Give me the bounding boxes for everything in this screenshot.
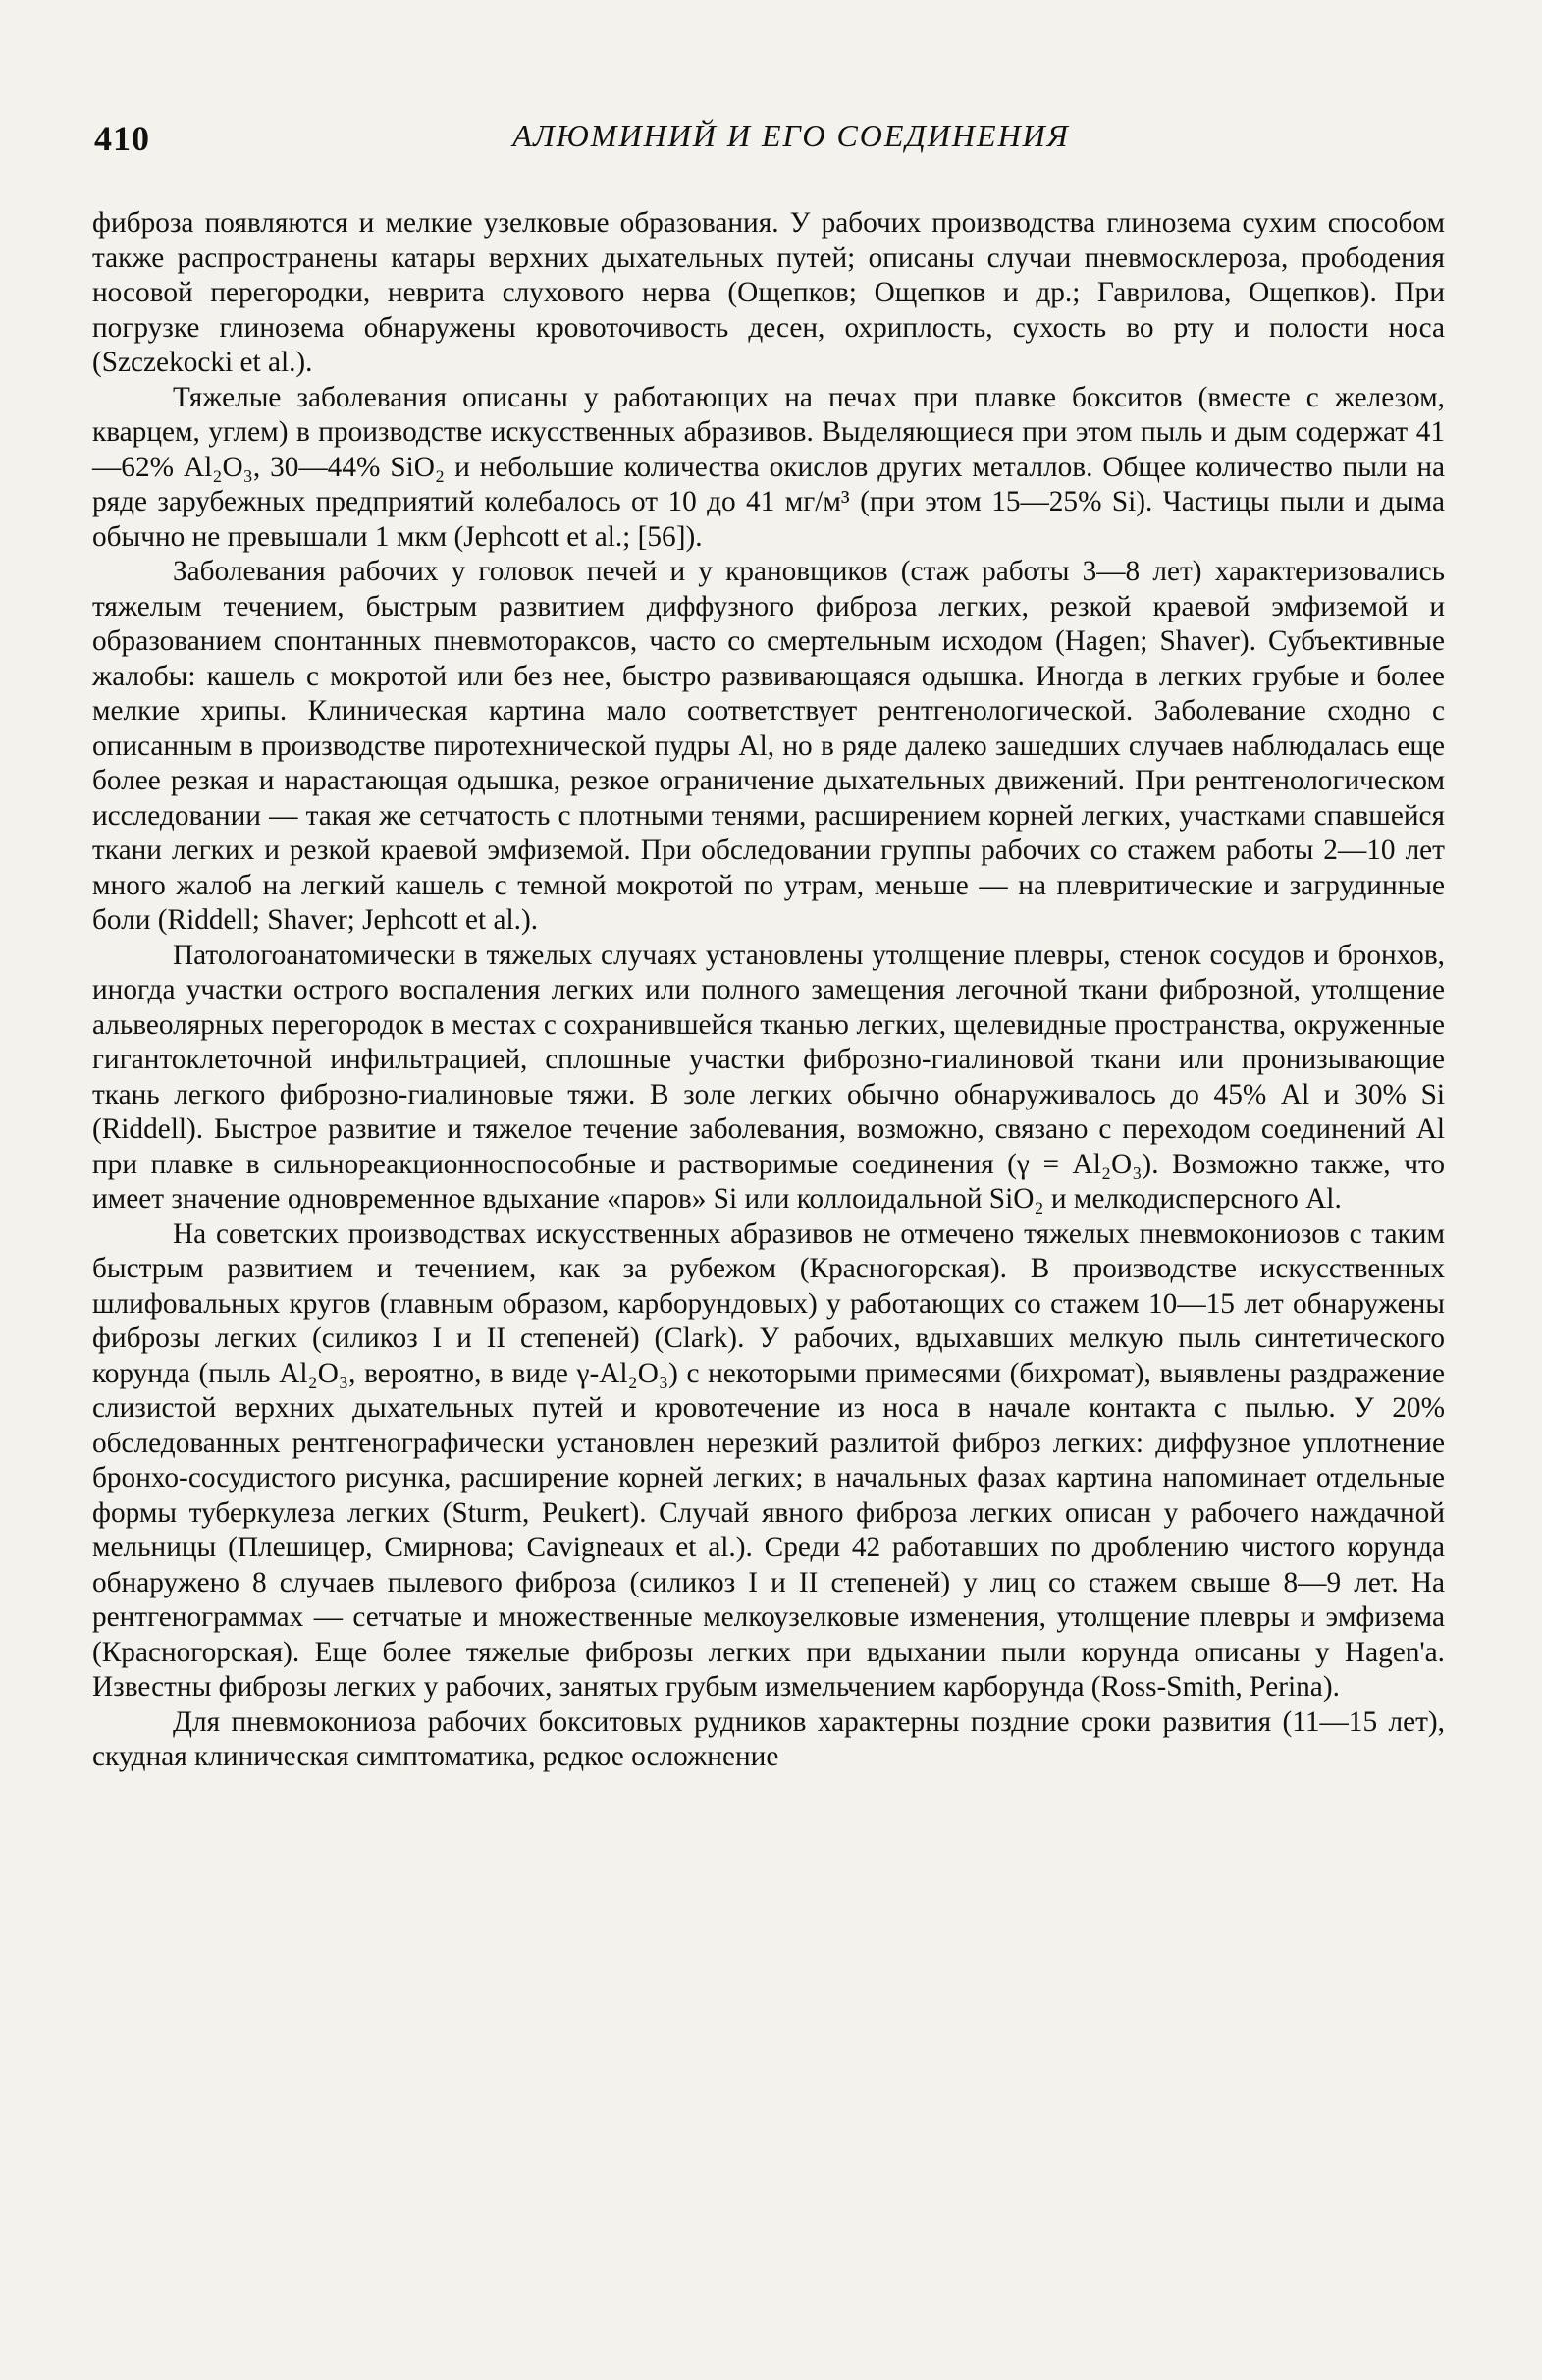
paragraph: Заболевания рабочих у головок печей и у крановщиков (стаж работы 3—8 лет) характеризовались тяжелым течением, быстрым развитием диффузного фиброза легких, резкой краевой эмфиземой и образованием спонтанных пневмотораксов, часто со смертельным исходом (Hagen; Shaver). Субъективные жалобы: кашель с мокротой или без нее, быстро развивающаяся одышка. Иногда в легких грубые и более мелкие хрипы. Клиническая картина мало соответствует рентгенологической. Заболевание сходно с описанным в производстве пиротехнической пудры Al, но в ряде далеко зашедших случаев наблюдалась еще более резкая и нарастающая одышка, резкое ограничение дыхательных движений. При рентгенологическом исследовании — такая же сетчатость с плотными тенями, расширением корней легких, участками спавшейся ткани легких и резкой краевой эмфиземой. При обследовании группы рабочих со стажем работы 2—10 лет много жалоб на легкий кашель с темной мокротой по утрам, меньше — на плевритические и загрудинные боли (Riddell; Shaver; Jephcott et al.). bbox=[92, 556, 1445, 936]
body-text bbox=[92, 206, 1445, 1775]
paragraph-continued: фиброза появляются и мелкие узелковые образования. У рабочих производства глинозема сухим способом также распространены катары верхних дыхательных путей; описаны случаи пневмосклероза, прободения носовой перегородки, неврита слухового нерва (Ощепков; Ощепков и др.; Гаврилова, Ощепков). При погрузке глинозема обнаружены кровоточивость десен, охриплость, сухость во рту и полости носа (Szczekocki et al.). bbox=[92, 207, 1445, 378]
paragraph: На советских производствах искусственных абразивов не отмечено тяжелых пневмокониозов с таким быстрым развитием и течением, как за рубежом (Красногорская). В производстве искусственных шлифовальных кругов (главным образом, карборундовых) у работающих со стажем 10—15 лет обнаружены фиброзы легких (силикоз I и II степеней) (Clark). У рабочих, вдыхавших мелкую пыль синтетического корунда (пыль Al₂O₃, вероятно, в виде γ-Al₂O₃) с некоторыми примесями (бихромат), выявлены раздражение слизистой верхних дыхательных путей и кровотечение из носа в начале контакта с пылью. У 20% обследованных рентгенографически установлен нерезкий разлитой фиброз легких: диффузное уплотнение бронхо-сосудистого рисунка, расширение корней легких; в начальных фазах картина напоминает отдельные формы туберкулеза легких (Sturm, Peukert). Случай явного фиброза легких описан у рабочего наждачной мельницы (Плешицер, Смирнова; Cavigneaux et al.). Среди 42 работавших по дроблению чистого корунда обнаружено 8 случаев пылевого фиброза (силикоз I и II степеней) у лиц со стажем свыше 8—9 лет. На рентгенограммах — сетчатые и множественные мелкоузелковые изменения, утолщение плевры и эмфизема (Красногорская). Еще более тяжелые фиброзы легких при вдыхании пыли корунда описаны у Hagen'a. Известны фиброзы легких у рабочих, занятых грубым измельчением карборунда (Ross-Smith, Perina). bbox=[92, 1217, 1445, 1703]
paragraph: Патологоанатомически в тяжелых случаях установлены утолщение плевры, стенок сосудов и бронхов, иногда участки острого воспаления легких или полного замещения легочной ткани фиброзной, утолщение альвеолярных перегородок в местах с сохранившейся тканью легких, щелевидные пространства, окруженные гигантоклеточной инфильтрацией, сплошные участки фиброзно-гиалиновой ткани или пронизывающие ткань легкого фиброзно-гиалиновые тяжи. В золе легких обычно обнаруживалось до 45% Al и 30% Si (Riddell). Быстрое развитие и тяжелое течение заболевания, возможно, связано с переходом соединений Al при плавке в сильнореакционноспособные и растворимые соединения (γ = Al₂O₃). Возможно также, что имеет значение одновременное вдыхание «паров» Si или коллоидальной SiO₂ и мелкодисперсного Al. bbox=[92, 939, 1445, 1215]
page-header bbox=[94, 110, 1449, 169]
paragraph: Тяжелые заболевания описаны у работающих на печах при плавке бокситов (вместе с железом, кварцем, углем) в производстве искусственных абразивов. Выделяющиеся при этом пыль и дым содержат 41—62% Al₂O₃, 30—44% SiO₂ и небольшие количества окислов других металлов. Общее количество пыли на ряде зарубежных предприятий колебалось от 10 до 41 мг/м³ (при этом 15—25% Si). Частицы пыли и дыма обычно не превышали 1 мкм (Jephcott et al.; [56]). bbox=[92, 381, 1445, 553]
page-number: 410 bbox=[94, 119, 150, 158]
running-title: АЛЮМИНИЙ И ЕГО СОЕДИНЕНИЯ bbox=[512, 118, 1070, 153]
paragraph: Для пневмокониоза рабочих бокситовых рудников характерны поздние сроки развития (11—15 лет), скудная клиническая симптоматика, редкое осложнение bbox=[92, 1705, 1445, 1772]
